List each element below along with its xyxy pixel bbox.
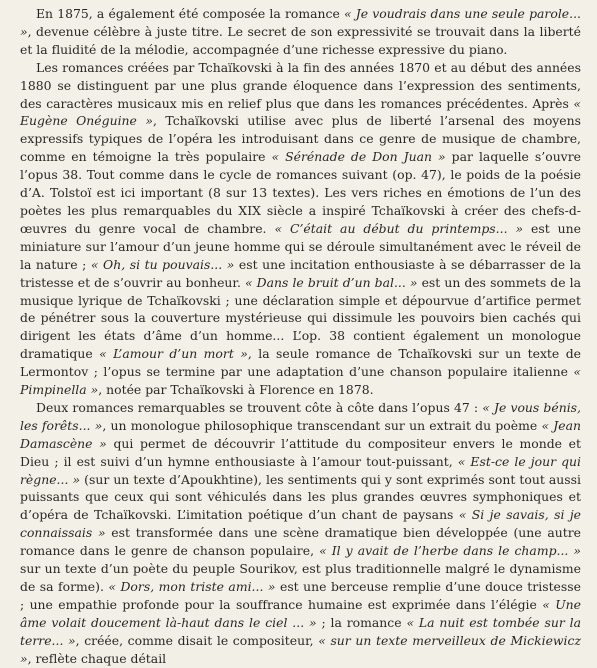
body-text: , reflète chaque détail bbox=[27, 650, 167, 666]
body-text: ; la romance bbox=[316, 614, 407, 630]
body-text: est transformée dans une scène dramatique bien développée (une autre romance dans le genre de chanson populaire, bbox=[20, 525, 581, 559]
italic-title-text: « Une âme volait doucement là-haut dans le ciel ... » bbox=[20, 596, 581, 630]
body-text: , un monologue philosophique transcendant sur un extrait du poème bbox=[102, 417, 542, 433]
body-text: Les romances créées par Tchaïkovski à la fin des années 1870 et au début des années 1880 se distinguent par une plus grande éloquence dans l’expression des sentiments, des caractères musicaux mis en relief plus que dans les romances précédentes. Après bbox=[20, 59, 581, 111]
paragraph-2 bbox=[20, 59, 581, 399]
italic-title-text: « Dors, mon triste ami... » bbox=[108, 579, 276, 594]
body-text: est un des sommets de la musique lyrique de Tchaïkovski ; une déclaration simple et dépourvue d’artifice permet de pénétrer sous la couverture mystérieuse qui dissimule les pouvoirs bien cachés qui dirigent les états d’âme d’un homme... L’op. 38 contient également un monologue dramatique bbox=[20, 274, 581, 362]
italic-title-text: « Il y avait de l’herbe dans le champ... » bbox=[319, 543, 581, 559]
italic-title-text: « Est-ce le jour qui règne... » bbox=[20, 453, 581, 487]
paragraph-1 bbox=[20, 5, 581, 59]
italic-title-text: « Pimpinella » bbox=[20, 364, 581, 398]
paragraph-3 bbox=[20, 399, 581, 668]
body-text: est une incitation enthousiaste à se débarrasser de la tristesse et de s’ouvrir au bonheur. bbox=[20, 256, 581, 290]
body-text: par laquelle s’ouvre l’opus 38. Tout comme dans le cycle de romances suivant (op. 47), le poids de la poésie d’A. Tolstoï est ici important (8 sur 13 textes). Les vers riches en émotions de l’un des poètes les plus remarquables du XIX siècle a inspiré Tchaïkovski à créer des chefs-d-œuvres du genre vocal de chambre. bbox=[20, 149, 581, 236]
body-text: , créée, comme disait le compositeur, bbox=[75, 632, 319, 648]
body-text: , Tchaïkovski utilise avec plus de liberté l’arsenal des moyens expressifs typiques de l’opéra les introduisant dans ce genre de musique de chambre, comme en témoigne la très populaire bbox=[20, 113, 582, 165]
italic-title-text: « C’était au début du printemps... » bbox=[274, 220, 524, 236]
italic-title-text: « Jean Damascène » bbox=[20, 417, 582, 451]
italic-title-text: « Je vous bénis, les forêts... » bbox=[20, 399, 582, 433]
body-text: (sur un texte d’Apoukhtine), les sentiments qui y sont exprimés sont tout aussi puissants que ceux qui sont véhiculés dans les plus grandes œuvres symphoniques et d’opéra de Tchaïkovski. L’imitation poétique d’un chant de paysans bbox=[20, 471, 582, 523]
body-text: est une berceuse remplie d’une douce tristesse ; une empathie profonde pour la souffrance humaine est exprimée dans l’élégie bbox=[20, 579, 581, 612]
italic-title-text: « Je voudrais dans une seule parole... » bbox=[20, 6, 581, 39]
body-text: Deux romances remarquables se trouvent côte à côte dans l’opus 47 : bbox=[36, 399, 483, 415]
body-text: , devenue célèbre à juste titre. Le secret de son expressivité se trouvait dans la liberté et la fluidité de la mélodie, accompagnée d’une richesse expressive du piano. bbox=[20, 23, 581, 57]
italic-title-text: « Sérénade de Don Juan » bbox=[271, 149, 446, 165]
italic-title-text: « L’amour d’un mort » bbox=[99, 346, 248, 362]
body-text: qui permet de découvrir l’attitude du compositeur envers le monde et Dieu ; il est suivi d’un hymne enthousiaste à l’amour tout-puissant, bbox=[20, 435, 581, 469]
body-text: , la seule romance de Tchaïkovski sur un texte de Lermontov ; l’opus se termine par une adaptation d’une chanson populaire italienne bbox=[20, 346, 581, 380]
body-text: sur un texte d’un poète du peuple Sourikov, est plus traditionnelle malgré le dynamisme de sa forme). bbox=[20, 561, 581, 594]
italic-title-text: « Si je savais, si je connaissais » bbox=[20, 507, 582, 541]
italic-title-text: « Oh, si tu pouvais... » bbox=[90, 256, 235, 272]
body-text: , notée par Tchaïkovski à Florence en 1878. bbox=[98, 382, 374, 398]
italic-title-text: « La nuit est tombée sur la terre... » bbox=[20, 614, 581, 648]
body-text: est une miniature sur l’amour d’un jeune homme qui se déroule simultanément avec le réveil de la nature ; bbox=[20, 220, 581, 272]
italic-title-text: « Dans le bruit d’un bal... » bbox=[245, 274, 418, 290]
body-text: En 1875, a également été composée la romance bbox=[36, 6, 344, 21]
italic-title-text: « sur un texte merveilleux de Mickiewicz » bbox=[20, 632, 581, 666]
italic-title-text: « Eugène Onéguine » bbox=[20, 95, 581, 129]
